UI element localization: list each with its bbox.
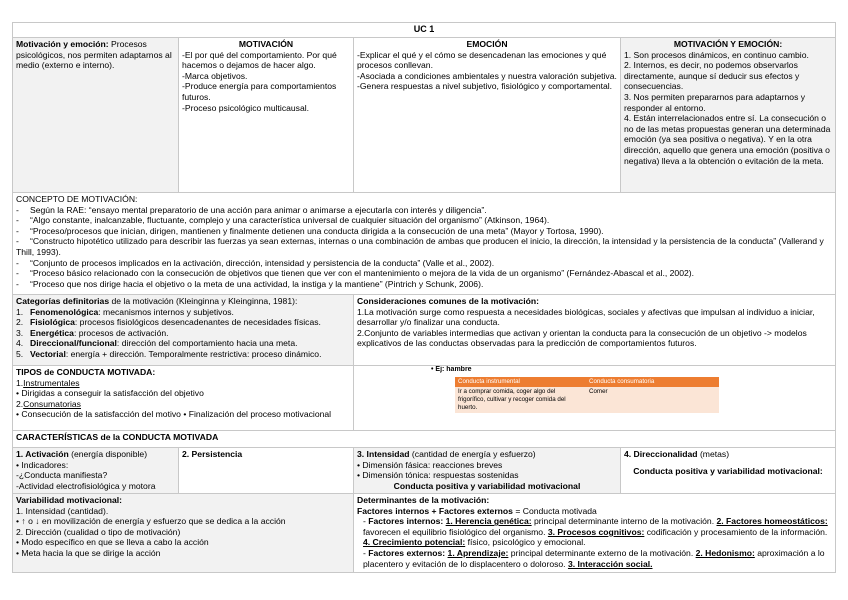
concept-item: - “Algo constante, inalcanzable, fluctuante, complejo y una característica universal de cualquier situación del organismo” (Atkinson, 1964). <box>16 215 550 226</box>
category-item: 4. Direccional/funcional: dirección del comportamiento hacia una meta. <box>16 338 298 349</box>
category-item: 1. Fenomenológica: mecanismos internos y subjetivos. <box>16 306 234 317</box>
activation-title: 1. Activación (energía disponible) <box>16 449 148 459</box>
concept-item: - “Constructo hipotético utilizado para describir las fuerzas ya sean externas, internas o una combinación de ambas que producen el inicio, la dirección, la intensidad y la persistencia de la conducta” (Vallerand y Thill, 1993). <box>16 236 824 257</box>
hunger-example-cell <box>354 366 836 431</box>
characteristics-title-row <box>13 431 836 448</box>
considerations-cell <box>354 295 836 366</box>
variability-line: • ↑ o ↓ en movilización de energía y esfuerzo que se dedica a la acción <box>16 516 286 527</box>
definition-text: Procesos psicológicos, nos permiten adaptarnos al medio (externo e interno). <box>16 39 172 71</box>
emotion-line: -Explicar el qué y el cómo se desencadenan las emociones y qué procesos conllevan. <box>357 49 607 71</box>
types-row <box>13 366 836 431</box>
variability-line: • Meta hacia la que se dirige la acción <box>16 547 161 558</box>
categories-row <box>13 295 836 366</box>
emotion-cell <box>354 38 621 193</box>
concept-heading: CONCEPTO DE MOTIVACIÓN: <box>16 194 138 204</box>
concept-item: - Según la RAE: “ensayo mental preparatorio de una acción para animar o animarse a ejecutarla con interés y diligencia”. <box>16 204 487 215</box>
type-consummatory-line: • Consecución de la satisfacción del motivo • Finalización del proceso motivacional <box>16 409 332 420</box>
determinants-cell <box>354 494 836 573</box>
categories-cell <box>13 295 354 366</box>
consummatory-header: Conducta consumatoria <box>586 377 719 387</box>
emotion-heading: EMOCIÓN <box>466 39 508 49</box>
concept-item: - “Proceso/procesos que inician, dirigen, mantienen y finalmente detienen una conducta dirigida a la consecución de una meta” (Mayor y Tortosa, 1990). <box>16 225 604 236</box>
motivation-line: -El por qué del comportamiento. Por qué hacemos o dejamos de hacer algo. <box>182 49 337 71</box>
motivation-emotion-definition <box>13 38 179 193</box>
type-instrumental-line: • Dirigidas a conseguir la satisfacción del objetivo <box>16 388 204 399</box>
both-line: 1. Son procesos dinámicos, en continuo cambio. <box>624 49 809 60</box>
motivation-line: -Produce energía para comportamientos futuros. <box>182 81 337 102</box>
intensity-cell <box>354 448 621 494</box>
concept-item: - “Proceso básico relacionado con la consecución de objetivos que tienen que ver con el mantenimiento o mejora de la vida de un organismo” (Fernández-Abascal et al., 2002). <box>16 268 695 279</box>
motivation-line: -Proceso psicológico multicausal. <box>182 102 310 113</box>
intensity-line: • Dimensión tónica: respuestas sostenidas <box>357 470 519 481</box>
determinants-heading: Determinantes de la motivación: <box>357 495 490 505</box>
category-item: 3. Energética: procesos de activación. <box>16 327 169 338</box>
variability-cell <box>13 494 354 573</box>
type-consummatory: 2.Consumatorias <box>16 398 81 409</box>
concept-item: - “Conjunto de procesos implicados en la activación, dirección, intensidad y persistencia de la conducta” (Valle et al., 2002). <box>16 257 495 268</box>
determinants-formula: Factores internos + Factores externos = Conducta motivada <box>357 505 597 516</box>
characteristics-row <box>13 448 836 494</box>
title-row <box>13 23 836 38</box>
variability-line: 2. Dirección (cualidad o tipo de motivación) <box>16 526 181 537</box>
variability-row <box>13 494 836 573</box>
motivation-heading: MOTIVACIÓN <box>238 39 294 49</box>
types-heading: TIPOS de CONDUCTA MOTIVADA: <box>16 367 156 377</box>
example-table <box>455 377 719 413</box>
motivation-and-emotion-cell <box>621 38 836 193</box>
page <box>12 22 835 573</box>
example-label: • Ej: hambre <box>431 366 472 373</box>
consideration-line: 2.Conjunto de variables intermedias que activan y orientan la conducta para la consecución de un objetivo -> modelos explicativos de las conductas observadas para la predicción de comportamientos futuros. <box>357 327 807 349</box>
directionality-cell <box>621 448 836 494</box>
category-item: 2. Fisiológica: procesos fisiológicos desencadenantes de necesidades físicas. <box>16 317 321 328</box>
definition-label: Motivación y emoción: <box>16 39 109 49</box>
both-heading: MOTIVACIÓN Y EMOCIÓN: <box>673 39 783 49</box>
variability-line: 1. Intensidad (cantidad). <box>16 505 109 516</box>
external-factors: - Factores externos: 1. Aprendizaje: principal determinante externo de la motivación. 2. Hedonismo: aproximación a lo placentero y evitación de lo displacentero o doloroso. 3. Interacción social. <box>363 547 825 569</box>
intensity-conclusion: Conducta positiva y variabilidad motivacional <box>393 480 581 491</box>
page-title: UC 1 <box>13 23 836 38</box>
instrumental-example: Ir a comprar comida, coger algo del frigorífico, cultivar y recoger comida del huerto. <box>455 387 586 413</box>
characteristics-heading: CARACTERÍSTICAS de la CONDUCTA MOTIVADA <box>13 431 836 448</box>
type-instrumental: 1.Instrumentales <box>16 377 80 388</box>
consideration-line: 1.La motivación surge como respuesta a necesidades biológicas, sociales y afectivas que impulsan al individuo a iniciar, desarrollar y/o finalizar una conducta. <box>357 306 815 328</box>
definitions-row <box>13 38 836 193</box>
consummatory-example: Comer <box>586 387 719 413</box>
motivation-line: -Marca objetivos. <box>182 70 248 81</box>
summary-table <box>12 22 836 573</box>
category-item: 5. Vectorial: energía + dirección. Temporalmente restrictiva: proceso dinámico. <box>16 348 322 359</box>
persistence-title: 2. Persistencia <box>182 449 243 459</box>
directionality-title: 4. Direccionalidad (metas) <box>624 449 730 459</box>
instrumental-header: Conducta instrumental <box>455 377 586 387</box>
intensity-line: • Dimensión fásica: reacciones breves <box>357 459 503 470</box>
emotion-line: -Genera respuestas a nivel subjetivo, fisiológico y comportamental. <box>357 81 613 92</box>
activation-line: -¿Conducta manifiesta? <box>16 470 108 481</box>
concept-item: - “Proceso que nos dirige hacia el objetivo o la meta de una actividad, la instiga y la mantiene” (Pintrich y Schunk, 2006). <box>16 278 484 289</box>
categories-heading: Categorías definitorias de la motivación (Kleinginna y Kleinginna, 1981): <box>16 296 298 306</box>
concept-cell <box>13 193 836 295</box>
variability-line: • Modo específico en que se lleva a cabo la acción <box>16 537 209 548</box>
internal-factors: - Factores internos: 1. Herencia genética: principal determinante interno de la motivación. 2. Factores homeostáticos: favorecen el equilibrio fisiológico del organismo. 3. Procesos cognitivos: codificación y procesamiento de la información. 4. Crecimiento potencial: físico, psicológico y emocional. <box>363 516 828 548</box>
emotion-line: -Asociada a condiciones ambientales y nuestra valoración subjetiva. <box>357 70 617 81</box>
activation-line: -Actividad electrofisiológica y motora <box>16 480 156 491</box>
activation-cell <box>13 448 179 494</box>
concept-row <box>13 193 836 295</box>
motivation-cell <box>179 38 354 193</box>
persistence-cell <box>179 448 354 494</box>
intensity-title: 3. Intensidad (cantidad de energía y esfuerzo) <box>357 449 536 459</box>
types-cell <box>13 366 354 431</box>
variability-heading: Variabilidad motivacional: <box>16 495 123 505</box>
both-line: 4. Están interrelacionados entre sí. La consecución o no de las metas propuestas generan una determinada emoción (ya sea positiva o negativa). Y en la otra dirección, aquello que genera una emoción (positiva o negativa) lleva a la obtención o evitación de la meta. <box>624 113 831 166</box>
activation-line: • Indicadores: <box>16 459 69 470</box>
directionality-conclusion: Conducta positiva y variabilidad motivacional: <box>633 465 823 476</box>
considerations-heading: Consideraciones comunes de la motivación: <box>357 296 539 306</box>
both-line: 3. Nos permiten prepararnos para adaptarnos y responder al entorno. <box>624 91 806 113</box>
both-line: 2. Internos, es decir, no podemos observarlos directamente, aunque sí deducir sus efectos y consecuencias. <box>624 60 800 92</box>
